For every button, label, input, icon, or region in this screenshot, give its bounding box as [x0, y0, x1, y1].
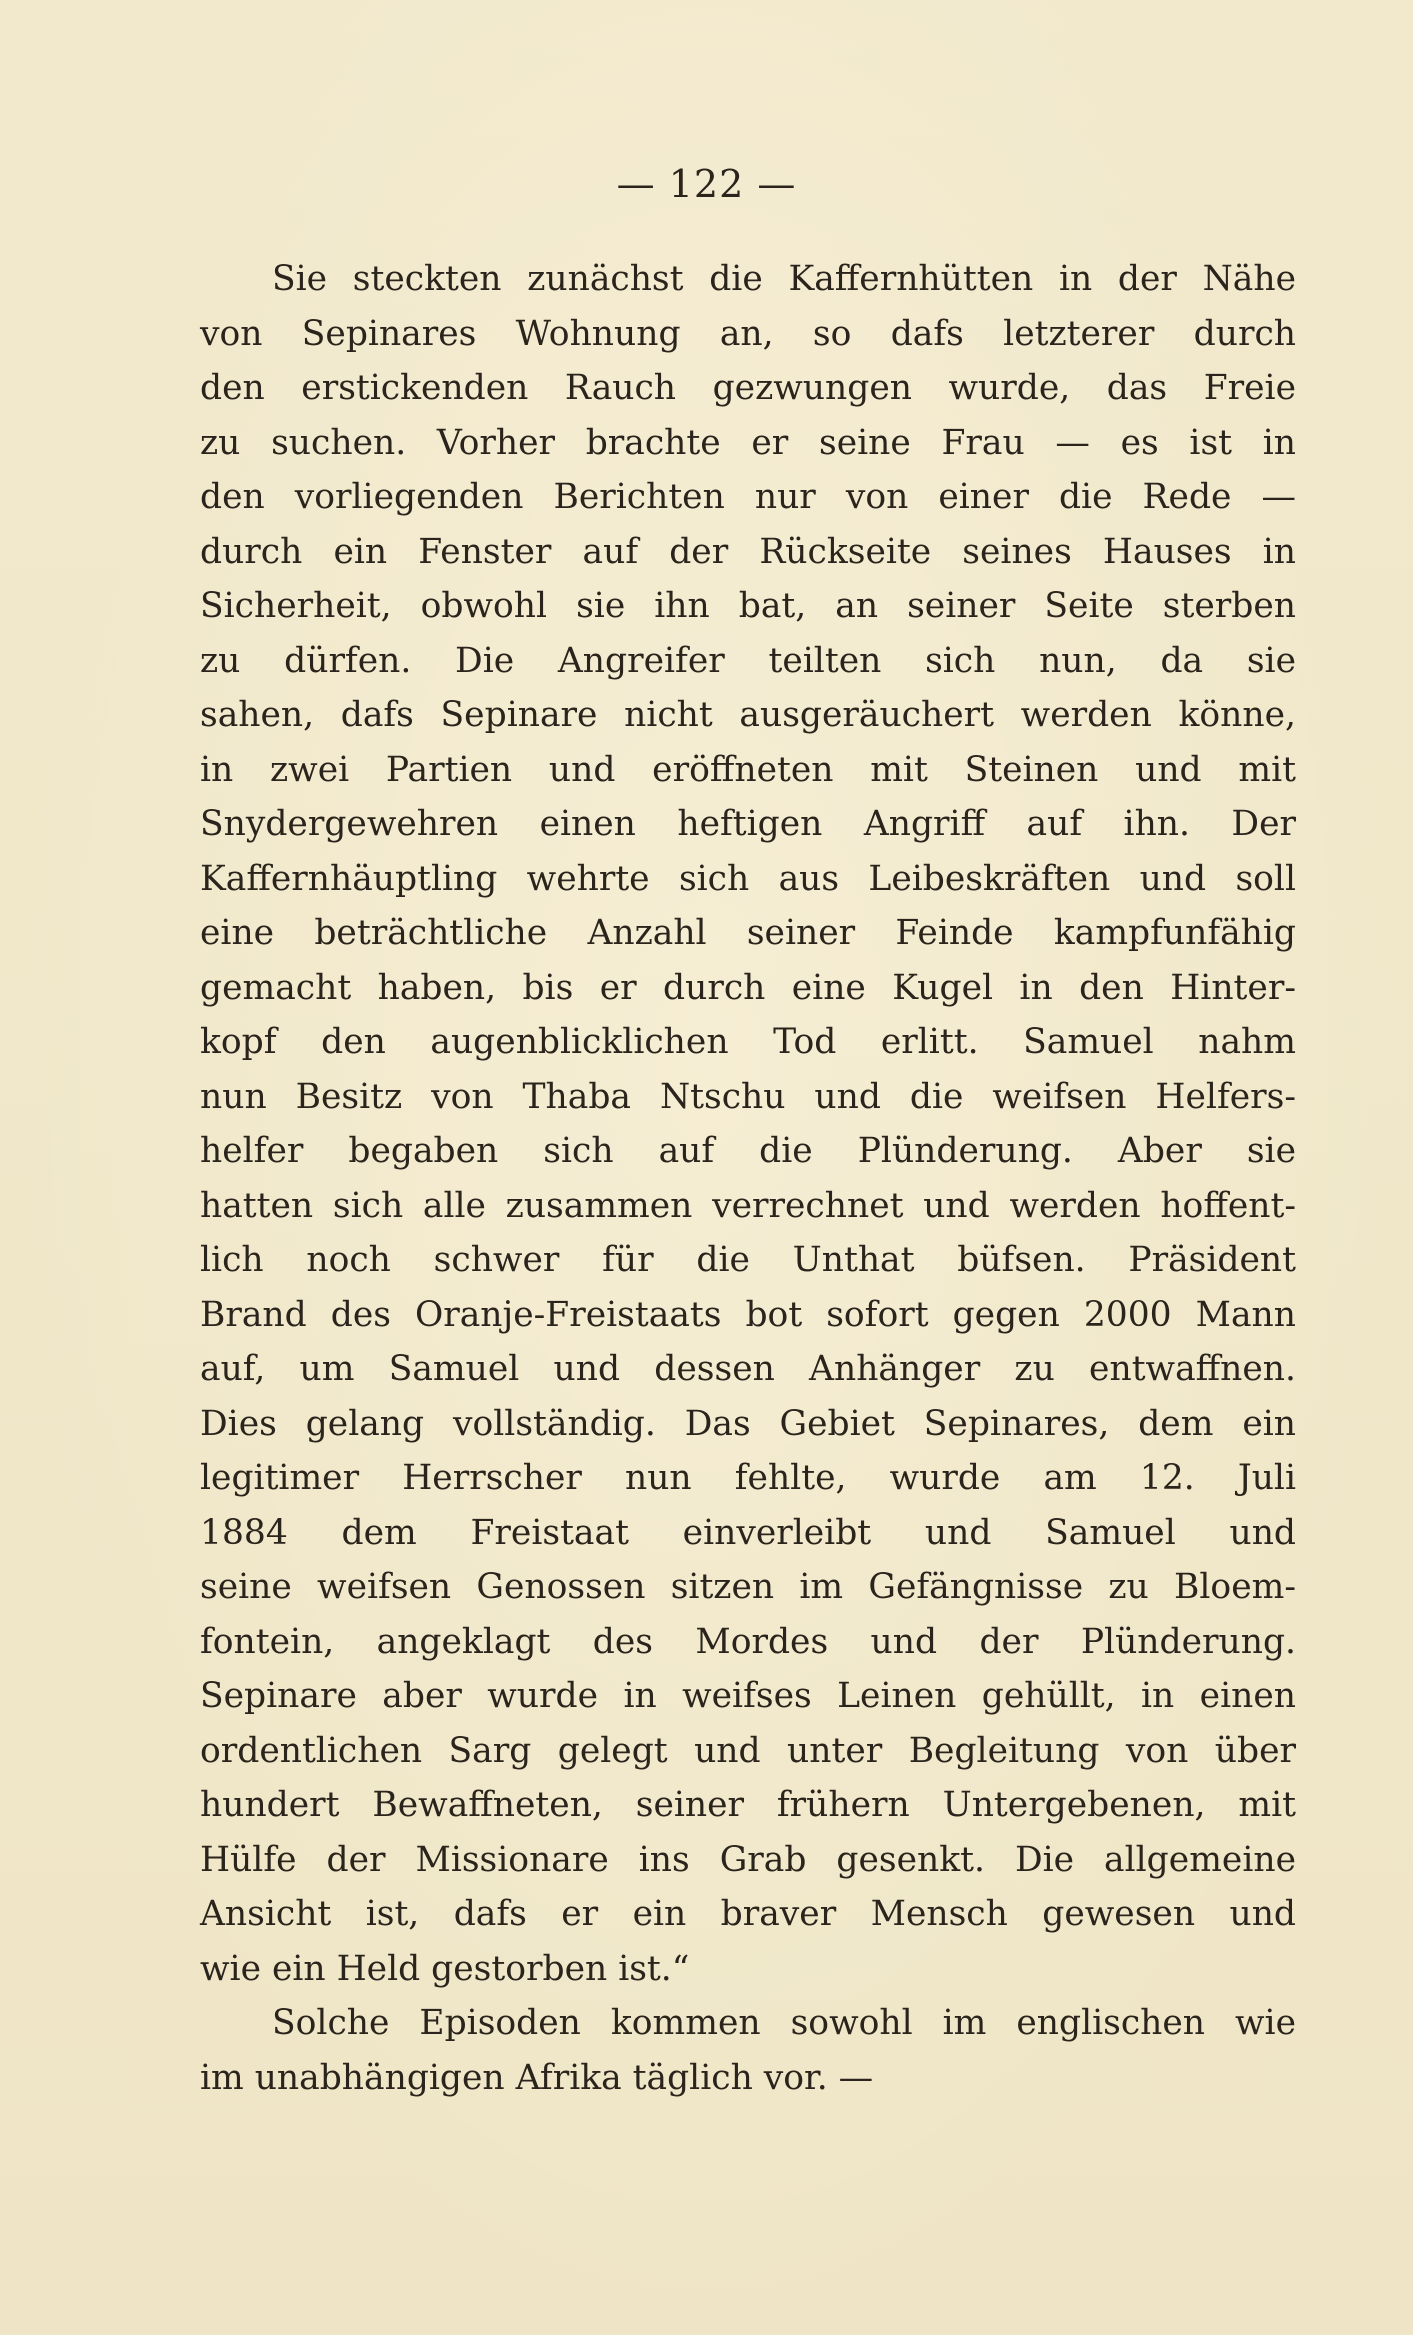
text-line: in zwei Partien und eröffneten mit Steinen und mit	[200, 749, 1296, 790]
text-line: hundert Bewaffneten, seiner frühern Untergebenen, mit	[200, 1785, 1296, 1825]
text-line: Sie steckten zunächst die Kaffernhütten in der Nähe	[272, 259, 1296, 299]
text-line: Sicherheit, obwohl sie ihn bat, an seiner Seite sterben	[200, 586, 1296, 626]
text-line: von Sepinares Wohnung an, so dafs letzterer durch	[200, 313, 1296, 354]
text-line: sahen, dafs Sepinare nicht ausgeräuchert werden könne,	[200, 695, 1296, 735]
text-line: nun Besitz von Thaba Ntschu und die weifsen Helfers-	[200, 1076, 1296, 1117]
page-number: — 122 —	[616, 162, 797, 206]
text-line: eine beträchtliche Anzahl seiner Feinde kampfunfähig	[200, 913, 1296, 953]
text-line: auf, um Samuel und dessen Anhänger zu entwaffnen.	[200, 1349, 1296, 1389]
text-line: ordentlichen Sarg gelegt und unter Begleitung von über	[200, 1730, 1296, 1771]
text-line: Sepinare aber wurde in weifses Leinen gehüllt, in einen	[200, 1676, 1296, 1716]
text-line: legitimer Herrscher nun fehlte, wurde am 12. Juli	[200, 1458, 1296, 1498]
text-line: zu dürfen. Die Angreifer teilten sich nun, da sie	[200, 640, 1296, 681]
text-line: kopf den augenblicklichen Tod erlitt. Samuel nahm	[200, 1022, 1296, 1062]
text-line: seine weifsen Genossen sitzen im Gefängnisse zu Bloem-	[200, 1567, 1296, 1607]
text-line: fontein, angeklagt des Mordes und der Plünderung.	[200, 1621, 1296, 1662]
text-line: im unabhängigen Afrika täglich vor. —	[200, 2057, 874, 2098]
text-line: zu suchen. Vorher brachte er seine Frau — es ist in	[200, 422, 1296, 463]
text-line: durch ein Fenster auf der Rückseite seines Hauses in	[200, 531, 1296, 572]
text-line: 1884 dem Freistaat einverleibt und Samuel und	[200, 1512, 1296, 1553]
text-line: Snydergewehren einen heftigen Angriff auf ihn. Der	[200, 804, 1296, 844]
text-line: Hülfe der Missionare ins Grab gesenkt. Die allgemeine	[200, 1839, 1296, 1880]
text-line: den vorliegenden Berichten nur von einer die Rede —	[200, 477, 1296, 517]
text-line: lich noch schwer für die Unthat büfsen. Präsident	[200, 1240, 1296, 1280]
text-line: Ansicht ist, dafs er ein braver Mensch gewesen und	[200, 1894, 1296, 1934]
body-text	[200, 252, 1296, 2105]
text-line: hatten sich alle zusammen verrechnet und werden hoffent-	[200, 1185, 1296, 1226]
text-line: Brand des Oranje-Freistaats bot sofort gegen 2000 Mann	[200, 1294, 1296, 1335]
text-line: Kaffernhäuptling wehrte sich aus Leibeskräften und soll	[200, 858, 1296, 899]
text-line: helfer begaben sich auf die Plünderung. Aber sie	[200, 1131, 1296, 1171]
text-line: Dies gelang vollständig. Das Gebiet Sepinares, dem ein	[200, 1403, 1296, 1444]
text-line: Solche Episoden kommen sowohl im englischen wie	[272, 2003, 1296, 2043]
text-line: den erstickenden Rauch gezwungen wurde, das Freie	[200, 368, 1296, 408]
text-line: gemacht haben, bis er durch eine Kugel in den Hinter-	[200, 967, 1296, 1008]
text-line: wie ein Held gestorben ist.“	[200, 1948, 690, 1989]
